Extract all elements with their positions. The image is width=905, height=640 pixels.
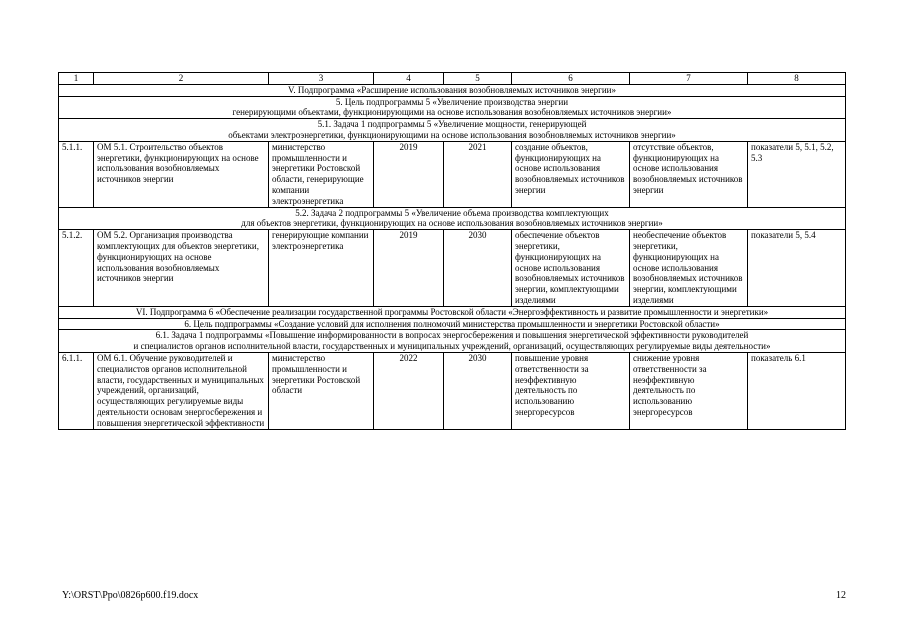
column-number-row <box>59 73 846 85</box>
table-row <box>59 141 846 207</box>
executor: генерирующие компании электроэнергетика <box>269 230 374 307</box>
subprogram-5-task-2 <box>59 207 846 230</box>
subprogram-6-task-1 <box>59 330 846 353</box>
column-number: 8 <box>748 73 846 85</box>
goal-line: 5. Цель подпрограммы 5 «Увеличение производства энергии <box>335 96 569 107</box>
column-number: 7 <box>630 73 748 85</box>
section-row <box>59 96 846 119</box>
row-number: 5.1.1. <box>59 141 94 207</box>
measure-name: ОМ 5.1. Строительство объектов энергетики, функционирующих на основе использования возобновляемых источников энергии <box>94 141 269 207</box>
indicators: показатель 6.1 <box>748 352 846 429</box>
goal-line: генерирующими объектами, функционирующими на основе использования возобновляемых источников энергии» <box>232 107 672 118</box>
column-number: 6 <box>512 73 630 85</box>
section-row <box>59 119 846 142</box>
column-number: 3 <box>269 73 374 85</box>
row-number: 5.1.2. <box>59 230 94 307</box>
task-line: объектами электроэнергетики, функционирующими на основе использования возобновляемых источников энергии» <box>228 129 676 140</box>
measure-name: ОМ 5.2. Организация производства комплектующих для объектов энергетики, функционирующих на основе использования возобновляемых источников энергии <box>94 230 269 307</box>
end-year: 2021 <box>444 141 512 207</box>
column-number: 5 <box>444 73 512 85</box>
subprogram-5-goal <box>59 96 846 119</box>
section-row <box>59 84 846 96</box>
section-row <box>59 306 846 318</box>
indicators: показатели 5, 5.4 <box>748 230 846 307</box>
column-number: 1 <box>59 73 94 85</box>
end-year: 2030 <box>444 230 512 307</box>
subprogram-6-goal: 6. Цель подпрограммы «Создание условий для исполнения полномочий министерства промышленности и энергетики Ростовской области» <box>59 318 846 330</box>
start-year: 2019 <box>374 141 444 207</box>
task-line: 5.2. Задача 2 подпрограммы 5 «Увеличение объема производства комплектующих <box>295 207 609 218</box>
expected-result: повышение уровня ответственности за неэффективную деятельность по использованию энергоресурсов <box>512 352 630 429</box>
end-year: 2030 <box>444 352 512 429</box>
page-number: 12 <box>836 590 846 601</box>
non-implementation-consequence: необеспечение объектов энергетики, функционирующих на основе использования возобновляемых источников энергии, комплектующими изделиями <box>630 230 748 307</box>
task-line: и специалистов органов исполнительной власти, государственных и муниципальных учреждений, организаций, осуществляющих регулируемые виды деятельности» <box>133 341 771 352</box>
column-number: 2 <box>94 73 269 85</box>
file-path: Y:\ORST\Ppo\0826p600.f19.docx <box>62 590 199 601</box>
section-row <box>59 207 846 230</box>
section-row <box>59 318 846 330</box>
subprogram-5-title: V. Подпрограмма «Расширение использования возобновляемых источников энергии» <box>59 84 846 96</box>
expected-result: обеспечение объектов энергетики, функционирующих на основе использования возобновляемых источников энергии, комплектующими изделиями <box>512 230 630 307</box>
program-table <box>58 72 846 430</box>
task-line: 5.1. Задача 1 подпрограммы 5 «Увеличение мощности, генерирующей <box>317 119 587 130</box>
measure-name: ОМ 6.1. Обучение руководителей и специалистов органов исполнительной власти, государственных и муниципальных учреждений, организаций, осуществляющих регулируемые виды деятельности основам энергосбережения и повышения энергетической эффективности <box>94 352 269 429</box>
column-number: 4 <box>374 73 444 85</box>
start-year: 2022 <box>374 352 444 429</box>
indicators: показатели 5, 5.1, 5.2, 5.3 <box>748 141 846 207</box>
executor: министерство промышленности и энергетики Ростовской области <box>269 352 374 429</box>
task-line: для объектов энергетики, функционирующих на основе использования возобновляемых источников энергии» <box>241 218 663 229</box>
row-number: 6.1.1. <box>59 352 94 429</box>
non-implementation-consequence: снижение уровня ответственности за неэффективную деятельность по использованию энергоресурсов <box>630 352 748 429</box>
expected-result: создание объектов, функционирующих на основе использования возобновляемых источников энергии <box>512 141 630 207</box>
table-row <box>59 230 846 307</box>
start-year: 2019 <box>374 230 444 307</box>
table-row <box>59 352 846 429</box>
non-implementation-consequence: отсутствие объектов, функционирующих на основе использования возобновляемых источников энергии <box>630 141 748 207</box>
subprogram-6-title: VI. Подпрограмма 6 «Обеспечение реализации государственной программы Ростовской области «Энергоэффективность и развитие промышленности и энергетики» <box>59 306 846 318</box>
executor: министерство промышленности и энергетики Ростовской области, генерирующие компании электроэнергетика <box>269 141 374 207</box>
subprogram-5-task-1 <box>59 119 846 142</box>
section-row <box>59 330 846 353</box>
task-line: 6.1. Задача 1 подпрограммы «Повышение информированности в вопросах энергосбережения и повышения энергетической эффективности руководителей <box>155 330 749 341</box>
